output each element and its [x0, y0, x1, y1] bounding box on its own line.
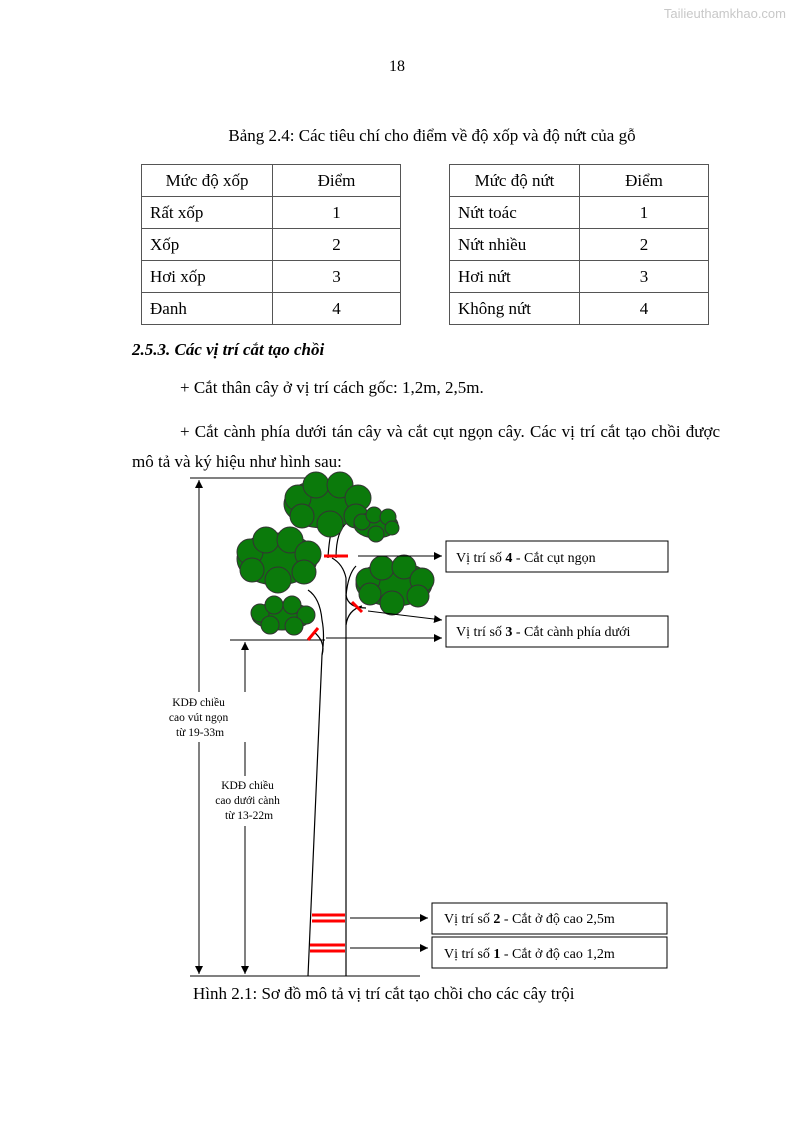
table-header-cell: Điểm	[580, 165, 709, 197]
branch-height-label: KDĐ chiều cao dưới cành từ 13-22m	[215, 780, 280, 822]
table-cell: Không nứt	[450, 293, 580, 325]
table-cell: 1	[273, 197, 401, 229]
table-cell: 1	[580, 197, 709, 229]
cut-label-3	[446, 616, 668, 647]
crack-table	[449, 164, 709, 325]
table-cell: 3	[273, 261, 401, 293]
figure-caption: Hình 2.1: Sơ đồ mô tả vị trí cắt tạo chồi cho các cây trội	[193, 984, 575, 1003]
table-row	[142, 261, 401, 293]
arrow-3	[368, 611, 442, 620]
table-row	[142, 229, 401, 261]
watermark: Tailieuthamkhao.com	[663, 6, 786, 21]
table-header-row	[142, 165, 401, 197]
table-cell: 3	[580, 261, 709, 293]
table-row	[142, 293, 401, 325]
table-cell: Nứt toác	[450, 197, 580, 229]
table-caption: Bảng 2.4: Các tiêu chí cho điểm về độ xốp và độ nứt của gỗ	[228, 126, 636, 145]
paragraph: + Cắt cành phía dưới tán cây và cắt cụt ngọn cây. Các vị trí cắt tạo chồi được mô tả và ký hiệu như hình sau:	[132, 422, 720, 471]
cut-marks	[308, 556, 362, 951]
paragraph: + Cắt thân cây ở vị trí cách gốc: 1,2m, 2,5m.	[180, 378, 484, 397]
page-number: 18	[389, 58, 405, 75]
table-header-cell: Điểm	[273, 165, 401, 197]
porosity-table	[141, 164, 401, 325]
table-header-row	[450, 165, 709, 197]
svg-text:Vị trí số 4 - Cắt cụt ngọn: Vị trí số 4 - Cắt cụt ngọn	[456, 551, 596, 566]
right-canopy	[356, 555, 434, 615]
table-row	[450, 229, 709, 261]
pointer-arrows	[326, 556, 442, 948]
table-cell: Nứt nhiều	[450, 229, 580, 261]
table-row	[450, 293, 709, 325]
svg-text:Vị trí số 1 - Cắt ở độ cao 1,2: Vị trí số 1 - Cắt ở độ cao 1,2m	[444, 947, 615, 962]
table-cell: 2	[273, 229, 401, 261]
table-cell: Xốp	[142, 229, 273, 261]
svg-text:Vị trí số 2 - Cắt ở độ cao 2,5: Vị trí số 2 - Cắt ở độ cao 2,5m	[444, 912, 615, 927]
cut-label-2	[432, 903, 667, 934]
tree-cutting-diagram	[130, 470, 690, 982]
table-cell: 4	[580, 293, 709, 325]
svg-text:Vị trí số 3 - Cắt cành phía dư: Vị trí số 3 - Cắt cành phía dưới	[456, 625, 631, 640]
total-height-label: KDĐ chiều cao vút ngọn từ 19-33m	[168, 697, 229, 739]
table-cell: Hơi xốp	[142, 261, 273, 293]
table-cell: Hơi nứt	[450, 261, 580, 293]
cut-label-4	[446, 541, 668, 572]
table-header-cell: Mức độ xốp	[142, 165, 273, 197]
table-cell: 4	[273, 293, 401, 325]
table-cell: Rất xốp	[142, 197, 273, 229]
table-header-cell: Mức độ nứt	[450, 165, 580, 197]
table-cell: Đanh	[142, 293, 273, 325]
lower-canopy	[251, 596, 315, 635]
table-row	[450, 261, 709, 293]
cut-label-1	[432, 937, 667, 968]
table-cell: 2	[580, 229, 709, 261]
section-heading: 2.5.3. Các vị trí cắt tạo chồi	[132, 340, 325, 359]
left-canopy	[237, 527, 321, 593]
table-row	[450, 197, 709, 229]
table-row	[142, 197, 401, 229]
